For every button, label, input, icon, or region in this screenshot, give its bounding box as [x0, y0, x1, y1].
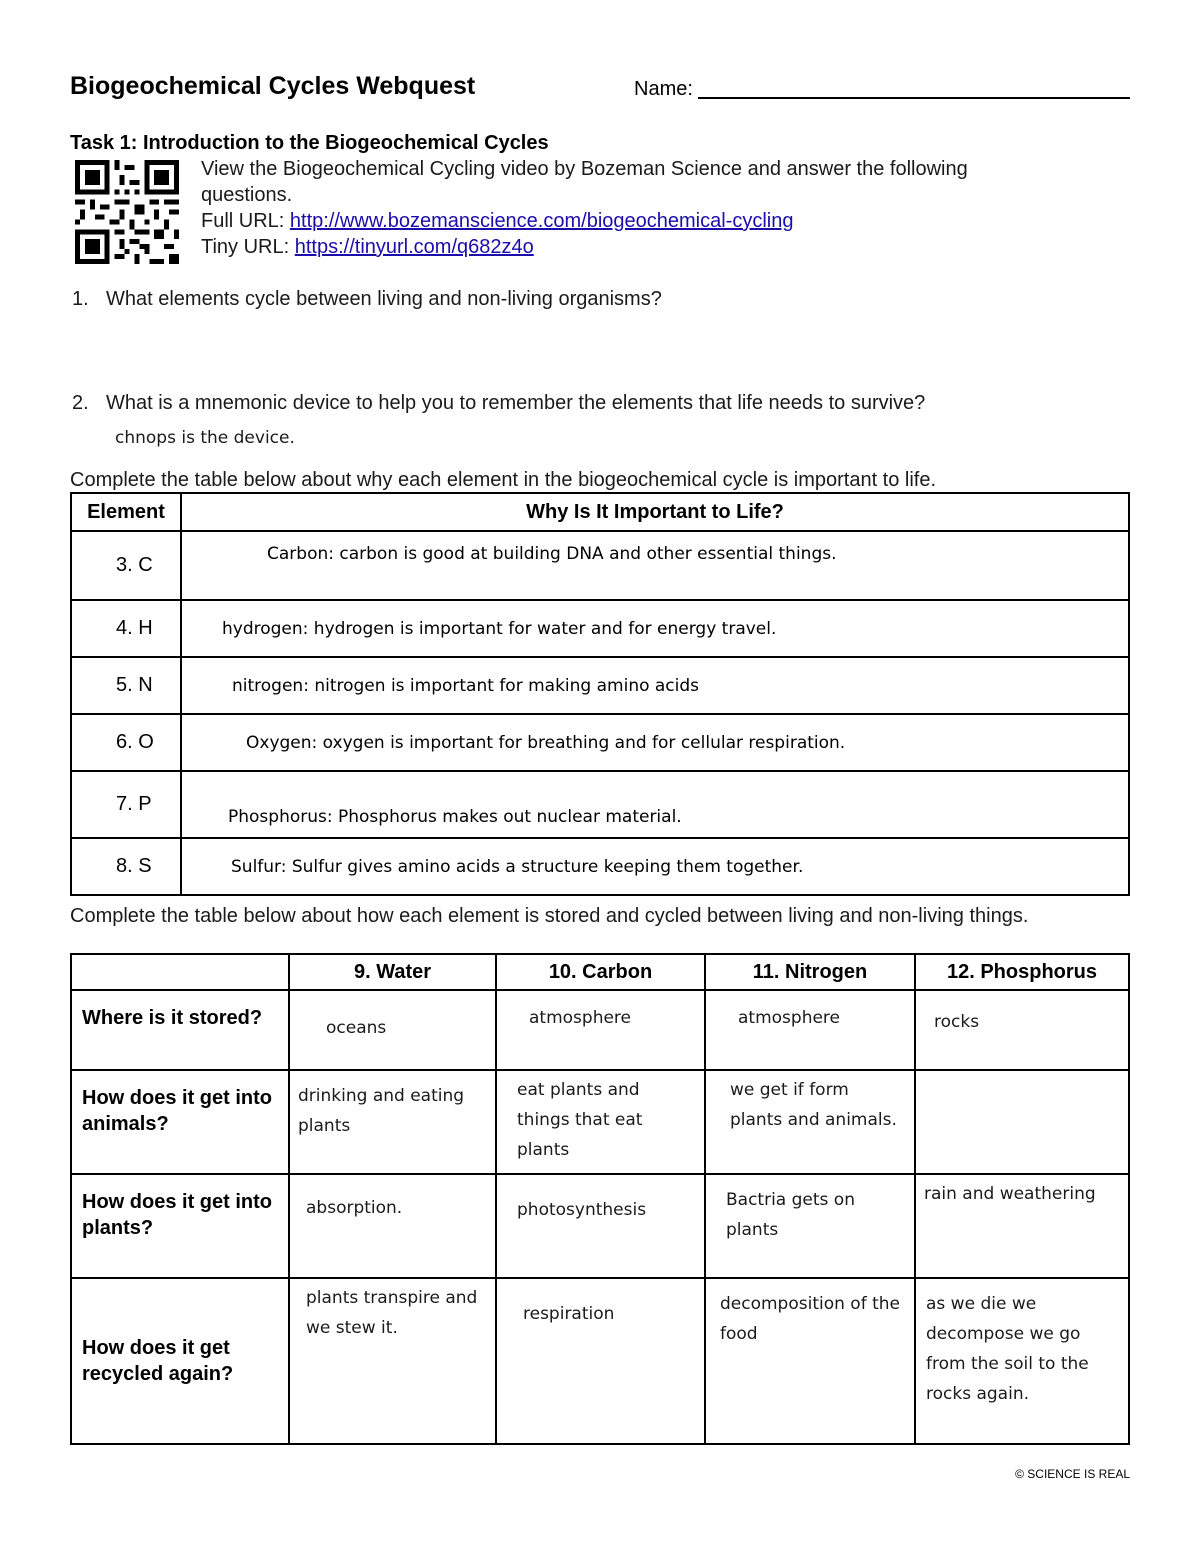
answer-cell[interactable]: atmosphere — [496, 990, 705, 1070]
answer-cell[interactable]: atmosphere — [705, 990, 915, 1070]
answer-cell[interactable]: plants transpire and we stew it. — [289, 1278, 496, 1444]
question-1-number: 1. — [72, 288, 89, 310]
task-intro — [201, 156, 968, 260]
element-label: 3. C — [116, 554, 153, 576]
answer-cell[interactable]: drinking and eating plants — [289, 1070, 496, 1174]
table2-intro: Complete the table below about how each element is stored and cycled between living and non-living things. — [70, 905, 1029, 927]
element-cell — [71, 600, 181, 657]
element-cell — [71, 714, 181, 771]
tiny-url-link[interactable]: https://tinyurl.com/q682z4o — [294, 236, 534, 258]
name-label: Name: — [634, 78, 693, 100]
tiny-url-row — [201, 234, 968, 260]
column-header-carbon: 10. Carbon — [496, 954, 705, 990]
question-1-text: What elements cycle between living and non-living organisms? — [106, 288, 662, 310]
element-cell — [71, 657, 181, 714]
answer-cell[interactable]: photosynthesis — [496, 1174, 705, 1278]
task-title: Task 1: Introduction to the Biogeochemical Cycles — [70, 132, 549, 154]
column-header-water: 9. Water — [289, 954, 496, 990]
qr-code-icon — [75, 160, 179, 264]
table-header-row — [71, 493, 1129, 531]
column-header-why: Why Is It Important to Life? — [181, 493, 1129, 531]
element-label: 8. S — [116, 855, 152, 877]
name-input-line[interactable] — [698, 97, 1130, 99]
table1-intro: Complete the table below about why each element in the biogeochemical cycle is important to life. — [70, 469, 937, 491]
table-row — [71, 600, 1129, 657]
why-cell[interactable]: Carbon: carbon is good at building DNA and other essential things. — [181, 531, 1129, 600]
answer-cell[interactable]: respiration — [496, 1278, 705, 1444]
table-row — [71, 1070, 1129, 1174]
column-header-nitrogen: 11. Nitrogen — [705, 954, 915, 990]
why-cell[interactable]: nitrogen: nitrogen is important for making amino acids — [181, 657, 1129, 714]
question-1 — [72, 288, 662, 311]
column-header-blank — [71, 954, 289, 990]
table-row — [71, 990, 1129, 1070]
answer-cell[interactable]: rain and weathering — [915, 1174, 1129, 1278]
answer-cell[interactable]: eat plants and things that eat plants — [496, 1070, 705, 1174]
instructions-line-2: questions. — [201, 184, 293, 206]
element-label: 7. P — [116, 793, 152, 815]
table-row — [71, 531, 1129, 600]
element-cycle-table — [70, 953, 1130, 1445]
row-label: Where is it stored? — [71, 990, 289, 1070]
row-label: How does it get into animals? — [71, 1070, 289, 1174]
tiny-url-label: Tiny URL: — [201, 236, 295, 258]
why-cell[interactable]: Phosphorus: Phosphorus makes out nuclear material. — [181, 771, 1129, 838]
full-url-row — [201, 208, 968, 234]
why-cell[interactable]: Sulfur: Sulfur gives amino acids a structure keeping them together. — [181, 838, 1129, 895]
question-2-text: What is a mnemonic device to help you to remember the elements that life needs to survive? — [106, 392, 926, 414]
row-label: How does it get recycled again? — [71, 1278, 289, 1444]
table-row — [71, 714, 1129, 771]
element-cell — [71, 771, 181, 838]
table-row — [71, 657, 1129, 714]
answer-cell[interactable]: oceans — [289, 990, 496, 1070]
row-label: How does it get into plants? — [71, 1174, 289, 1278]
question-2-number: 2. — [72, 392, 89, 414]
question-2-answer[interactable]: chnops is the device. — [115, 428, 295, 448]
copyright-footer: © SCIENCE IS REAL — [1015, 1467, 1130, 1481]
answer-cell[interactable]: Bactria gets on plants — [705, 1174, 915, 1278]
page-title: Biogeochemical Cycles Webquest — [70, 72, 476, 100]
why-cell[interactable]: Oxygen: oxygen is important for breathing and for cellular respiration. — [181, 714, 1129, 771]
question-2 — [72, 392, 925, 415]
answer-cell[interactable]: rocks — [915, 990, 1129, 1070]
answer-cell[interactable]: as we die we decompose we go from the soil to the rocks again. — [915, 1278, 1129, 1444]
answer-cell[interactable]: absorption. — [289, 1174, 496, 1278]
column-header-element: Element — [71, 493, 181, 531]
element-cell — [71, 838, 181, 895]
full-url-label: Full URL: — [201, 210, 290, 232]
column-header-phosphorus: 12. Phosphorus — [915, 954, 1129, 990]
full-url-link[interactable]: http://www.bozemanscience.com/biogeochemical-cycling — [289, 210, 794, 232]
table-row — [71, 838, 1129, 895]
why-cell[interactable]: hydrogen: hydrogen is important for water and for energy travel. — [181, 600, 1129, 657]
table-row — [71, 1174, 1129, 1278]
table-row — [71, 771, 1129, 838]
answer-cell[interactable] — [915, 1070, 1129, 1174]
element-label: 6. O — [116, 731, 154, 753]
answer-cell[interactable]: we get if form plants and animals. — [705, 1070, 915, 1174]
instructions-line-1: View the Biogeochemical Cycling video by Bozeman Science and answer the following — [201, 158, 968, 180]
answer-cell[interactable]: decomposition of the food — [705, 1278, 915, 1444]
element-label: 4. H — [116, 617, 153, 639]
table-row — [71, 1278, 1129, 1444]
element-importance-table — [70, 492, 1130, 896]
table-header-row — [71, 954, 1129, 990]
element-label: 5. N — [116, 674, 153, 696]
element-cell — [71, 531, 181, 600]
